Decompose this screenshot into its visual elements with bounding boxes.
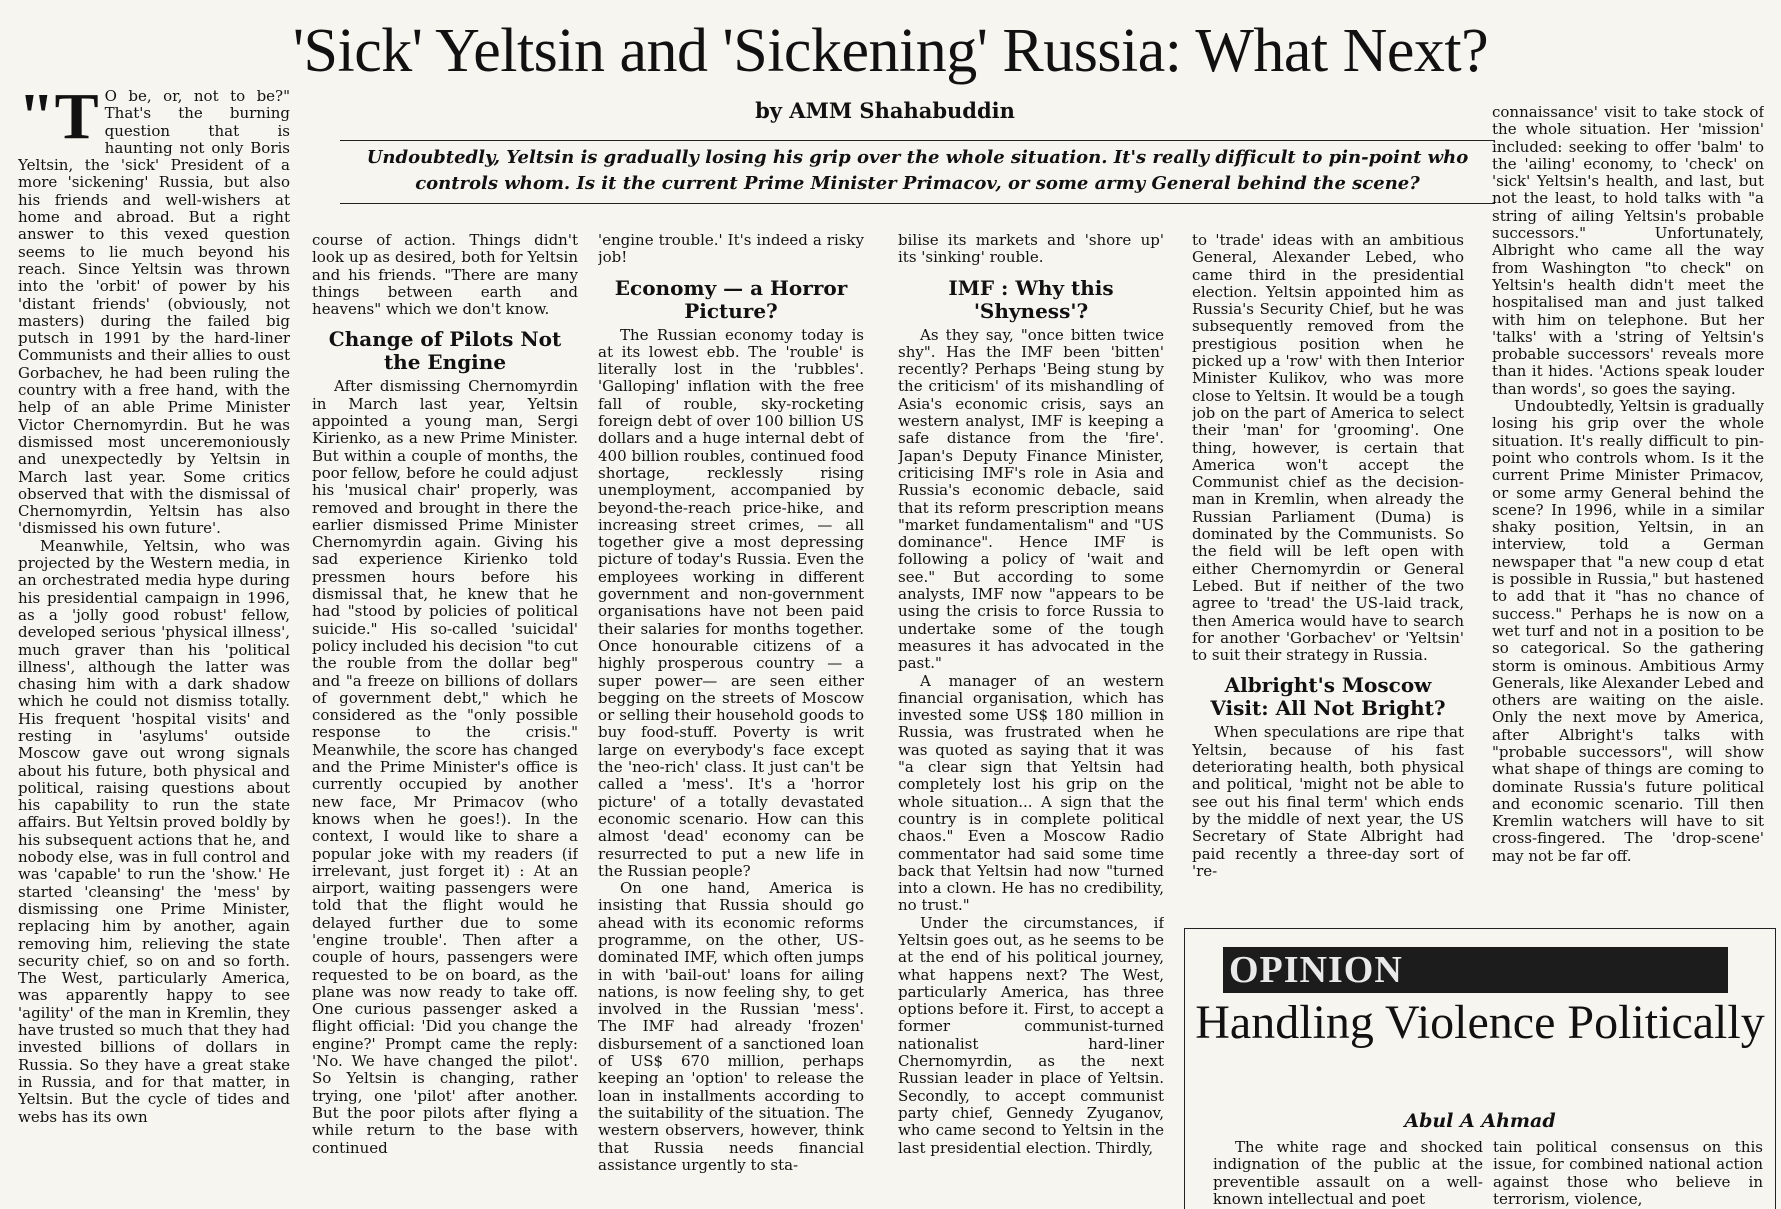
- col4-subhead: IMF : Why this 'Shyness'?: [948, 275, 1114, 323]
- col1-para-2: Meanwhile, Yeltsin, who was projected by the Western media, in an orchestrated media hype during his presidential campaign in 1996, as a 'jolly good robust' fellow, developed serious 'physical illness', much graver than his 'political illness', although the latter was chasing him with a dark shadow which he could not dismiss totally. His frequent 'hospital visits' and resting in 'asylums' outside Moscow gave out wrong signals about his future, both physical and political, raising questions about his capability to run the state affairs. But Yeltsin proved boldly by his subsequent actions that he, and nobody else, was in full control and was 'capable' to run the 'show.' He started 'cleansing' the 'mess' by dismissing one Prime Minister, replacing him by another, again removing him, relieving the state security chief, so on and so forth. The West, particularly America, was apparently happy to see 'agility' of the man in Kremlin, they have trusted so much that they had invested billions of dollars in Russia. So they have a great stake in Russia, and for that matter, in Yeltsin. But the cycle of tides and webs has its own: [18, 536, 290, 1126]
- opinion-column-left: [1213, 1139, 1483, 1208]
- col4-para-4: Under the circumstances, if Yeltsin goes out, as he seems to be at the end of his political journey, what happens next? The West, particularly America, has three options before it. First, to accept a former communist-turned nationalist hard-liner Chernomyrdin, as the next Russian leader in place of Yeltsin. Secondly, to accept communist party chief, Gennedy Zyuganov, who came second to Yeltsin in the last presidential election. Thirdly,: [898, 913, 1164, 1157]
- col5-para-2: When speculations are ripe that Yeltsin, because of his fast deteriorating health, both physical and political, 'might not be able to see out his final term' which ends by the middle of next year, the US Secretary of State Albright had paid recently a three-day sort of 're-: [1192, 723, 1464, 880]
- col5-para-1: to 'trade' ideas with an ambitious General, Alexander Lebed, who came third in the presidential election. Yeltsin appointed him as Russia's Security Chief, but he was subsequently removed from the prestigious position when he picked up a 'row' with then Interior Minister Kulikov, who was more close to Yeltsin. It would be a tough job on the part of America to select their 'man' for 'grooming'. One thing, however, is certain that America won't accept the Communist chief as the decision-man in Kremlin, when already the Russian Parliament (Duma) is dominated by the Communists. So the field will be left open with either Chernomyrdin or General Lebed. But if neither of the two agree to 'tread' the US-laid track, then America would have to search for another 'Gorbachev' or 'Yeltsin' to suit their strategy in Russia.: [1192, 232, 1464, 665]
- opinion-box: [1184, 928, 1776, 1209]
- opinion-banner: OPINION: [1223, 947, 1728, 993]
- col3-para-2: The Russian economy today is at its lowest ebb. The 'rouble' is literally lost in the 'rubbles'. 'Galloping' inflation with the free fall of rouble, sky-rocketing foreign debt of over 100 billion US dollars and a huge internal debt of 400 billion roubles, continued food shortage, recklessly rising unemployment, accompanied by beyond-the-reach price-hike, and increasing street crimes, — all together give a most depressing picture of today's Russia. Even the employees working in different government and non-government organisations have not been paid their salaries for months together. Once honourable citizens of a highly prosperous country — a super power— are seen either begging on the streets of Moscow or selling their household goods to buy food-stuff. Poverty is writ large on everybody's face except the 'neo-rich' class. It just can't be called a 'mess'. It's a 'horror picture' of a totally devastated economic scenario. How can this almost 'dead' economy can be resurrected to put a new life in the Russian people?: [598, 325, 864, 880]
- column-4: [898, 232, 1164, 1204]
- col3-para-3: On one hand, America is insisting that Russia should go ahead with its economic reforms programme, on the other, US-dominated IMF, which often jumps in with 'bail-out' loans for ailing nations, is now feeling shy, to get involved in the Russian 'mess'. The IMF had already 'frozen' disbursement of a sanctioned loan of US$ 670 million, perhaps keeping an 'option' to release the loan in installments according to the suitability of the situation. The western observers, however, think that Russia needs financial assistance urgently to sta-: [598, 879, 864, 1174]
- column-5: [1192, 232, 1464, 918]
- opinion-title: Handling Violence Politically: [1195, 996, 1765, 1049]
- col3-para-1: 'engine trouble.' It's indeed a risky job!: [598, 232, 864, 267]
- col2-para-1: course of action. Things didn't look up as desired, both for Yeltsin and his friends. "There are many things between earth and heavens" which we don't know.: [312, 232, 578, 319]
- col4-para-1: bilise its markets and 'shore up' its 'sinking' rouble.: [898, 232, 1164, 267]
- col6-para-2: Undoubtedly, Yeltsin is gradually losing his grip over the whole situation. It's really difficult to pin-point who controls whom. Is it the current Prime Minister Primacov, or some army General behind the scene? In 1996, while in a similar shaky position, Yeltsin, in an interview, told a German newspaper that "a new coup d etat is possible in Russia," but hastened to add that it "has no chance of success." Perhaps he is now on a wet turf and not in a position to be so categorical. So the gathering storm is ominous. Ambitious Army Generals, like Alexander Lebed and others are waiting on the aisle. Only the next move by America, after Albright's talks with "probable successors", will show what shape of things are coming to dominate Russia's future political and economic scenario. Till then Kremlin watchers will have to sit cross-fingered. The 'drop-scene' may not be far off.: [1492, 397, 1764, 865]
- col2-subhead: Change of Pilots Not the Engine: [328, 327, 562, 375]
- column-3: [598, 232, 864, 1204]
- column-1: [18, 88, 290, 1204]
- col4-para-2: As they say, "once bitten twice shy". Has the IMF been 'bitten' recently? Perhaps 'Being stung by the criticism' of its mishandling of Asia's economic crisis, says an western analyst, IMF is keeping a safe distance from the 'fire'. Japan's Deputy Finance Minister, criticising IMF's role in Asia and Russia's economic debacle, said that its reform prescription means "market fundamentalism" and "US dominance". Hence IMF is following a policy of 'wait and see." But according to some analysts, IMF now "appears to be using the crisis to force Russia to undertake some of the tough measures it has advocated in the past.": [898, 325, 1164, 673]
- column-6: [1492, 104, 1764, 918]
- column-2: [312, 232, 578, 1204]
- opinion-column-right: [1493, 1139, 1763, 1208]
- opinion-author: Abul A Ahmad: [1404, 1110, 1556, 1132]
- dropcap: "T: [18, 88, 99, 153]
- col1-para-1: "T O be, or, not to be?" That's the burning question that is haunting not only Boris Yeltsin, the 'sick' President of a more 'sickening' Russia, but also his friends and well-wishers at home and abroad. But a right answer to this vexed question seems to lie much beyond his reach. Since Yeltsin was thrown into the 'orbit' of power by his 'distant friends' (obviously, not masters) during the failed big putsch in 1991 by the hard-liner Communists and their allies to oust Gorbachev, he had been ruling the country with a free hand, with the help of an able Prime Minister Victor Chernomyrdin. But he was dismissed most unceremoniously and unexpectedly by Yeltsin in March last year. Some critics observed that with the dismissal of Chernomyrdin, Yeltsin has also 'dismissed his own future'.: [18, 88, 290, 538]
- headline: 'Sick' Yeltsin and 'Sickening' Russia: What Next?: [292, 17, 1489, 85]
- byline: by AMM Shahabuddin: [755, 98, 1015, 123]
- col4-para-3: A manager of an western financial organisation, which has invested some US$ 180 million in Russia, was frustrated when he was quoted as saying that it was "a clear sign that Yeltsin had completely lost his grip on the whole situation... A sign that the country is in complete political chaos." Even a Moscow Radio commentator had said some time back that Yeltsin had now "turned into a clown. He has no credibility, no trust.": [898, 671, 1164, 915]
- col5-subhead: Albright's Moscow Visit: All Not Bright?: [1210, 673, 1446, 721]
- opinion-para-right: tain political consensus on this issue, for combined national action against those who believe in terrorism, violence,: [1493, 1138, 1763, 1208]
- col3-subhead: Economy — a Horror Picture?: [614, 275, 848, 323]
- col6-para-1: connaissance' visit to take stock of the whole situation. Her 'mission' included: seeking to offer 'balm' to the 'ailing' economy, to 'check' on 'sick' Yeltsin's health, and last, but not the least, to hold talks with "a string of ailing Yeltsin's probable successors." Unfortunately, Albright who came all the way from Washington "to check" on Yeltsin's health didn't meet the hospitalised man and just talked with him on telephone. But her 'talks' with a 'string of Yeltsin's probable successors' reveals more than it hides. 'Actions speak louder than words', so goes the saying.: [1492, 104, 1764, 398]
- opinion-para-left: The white rage and shocked indignation of the public at the preventible assault on a well-known intellectual and poet: [1213, 1138, 1483, 1208]
- deck-summary: Undoubtedly, Yeltsin is gradually losing his grip over the whole situation. It's really difficult to pin-point who controls whom. Is it the current Prime Minister Primacov, or some army General behind the scene?: [340, 140, 1495, 204]
- col2-para-2: After dismissing Chernomyrdin in March last year, Yeltsin appointed a young man, Sergi Kirienko, as a new Prime Minister. But within a couple of months, the poor fellow, before he could adjust his 'musical chair' properly, was removed and brought in there the earlier dismissed Prime Minister Chernomyrdin again. Giving his sad experience Kirienko told pressmen hours before his dismissal that, he knew that he had "stood by policies of political suicide." His so-called 'suicidal' policy included his decision "to cut the rouble from the dollar beg" and "a freeze on billions of dollars of government debt," which he considered as the "only possible response to the crisis." Meanwhile, the score has changed and the Prime Minister's office is currently occupied by another new face, Mr Primacov (who knows when he goes!). In the context, I would like to share a popular joke with my readers (if irrelevant, just forget it) : At an airport, waiting passengers were told that the flight would he delayed further due to some 'engine trouble'. Then after a couple of hours, passengers were requested to be on board, as the plane was now ready to take off. One curious passenger asked a flight official: 'Did you change the engine?' Prompt came the reply: 'No. We have changed the pilot'. So Yeltsin is changing, rather trying, one 'pilot' after another. But the poor pilots after flying a while return to the base with continued: [312, 377, 578, 1157]
